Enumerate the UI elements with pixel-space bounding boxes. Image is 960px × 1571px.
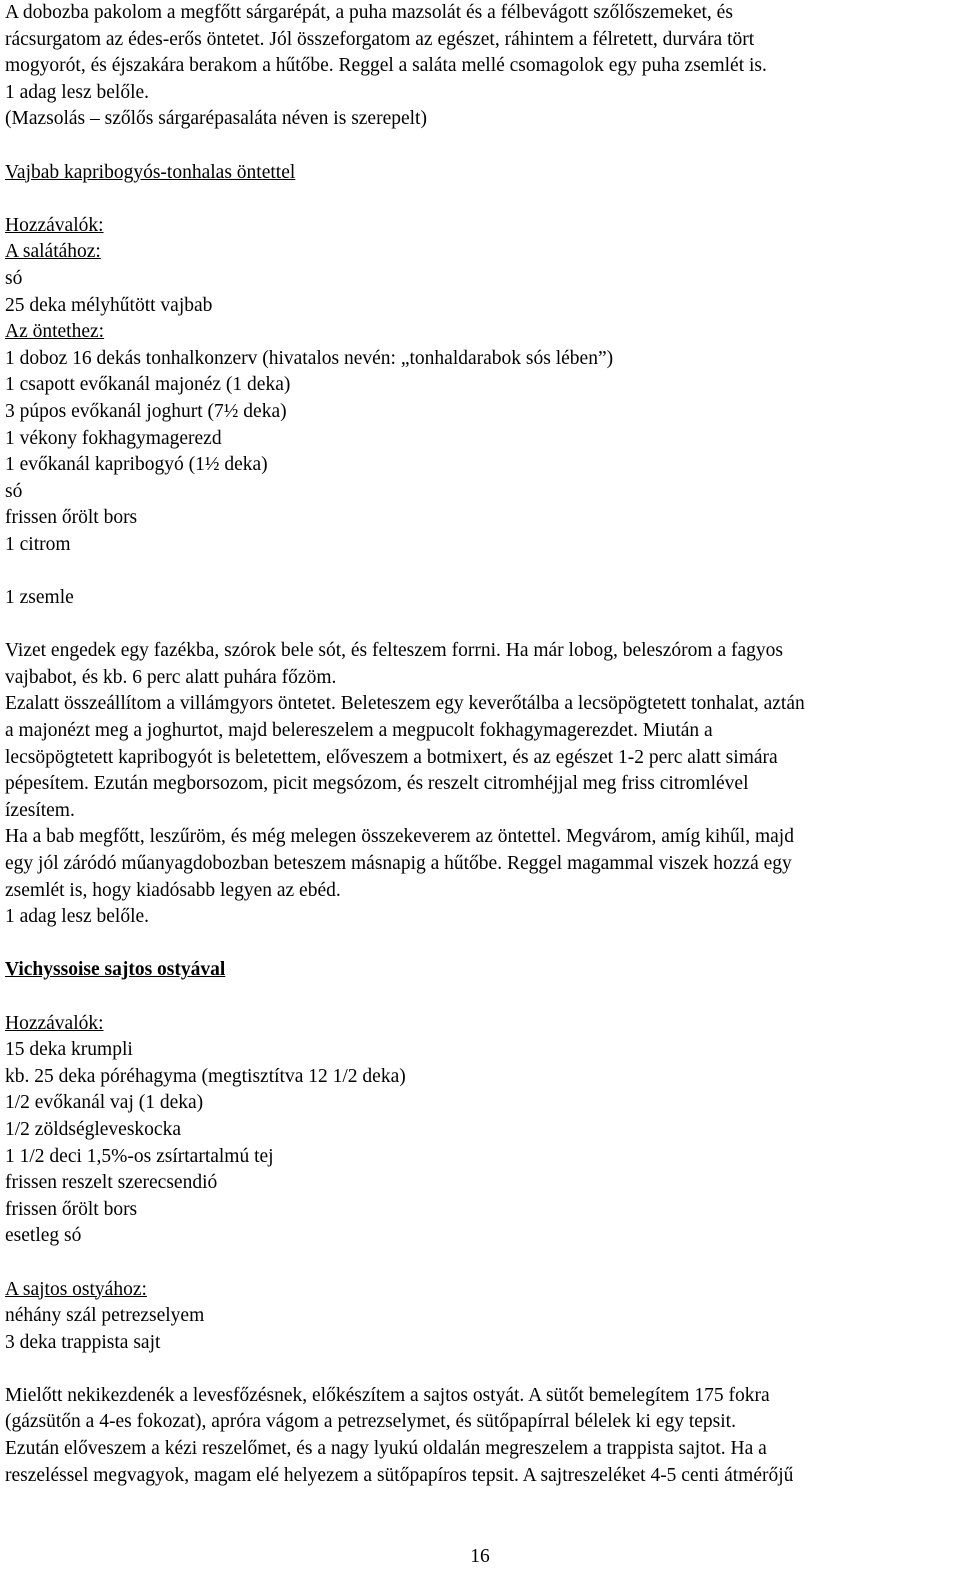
text-line: A dobozba pakolom a megfőtt sárgarépát, a puha mazsolát és a félbevágott szőlőszemeket, és bbox=[5, 2, 733, 23]
ingredient-item: só bbox=[5, 480, 23, 502]
method-line: a majonézt meg a joghurtot, majd belereszelem a megpucolt fokhagymagerezdet. Miután a bbox=[5, 720, 713, 742]
method-line: 1 adag lesz belőle. bbox=[5, 906, 150, 928]
method-line: reszeléssel megvagyok, magam elé helyezem a sütőpapíros tepsit. A sajtreszeléket 4-5 centi átmérőjű bbox=[5, 1464, 794, 1486]
method-line: vajbabot, és kb. 6 perc alatt puhára főzöm. bbox=[5, 666, 337, 688]
method-line: lecsöpögtetett kapribogyót is beletettem, előveszem a botmixert, és az egészet 1-2 perc alatt simára bbox=[5, 746, 778, 768]
method-line: Ha a bab megfőtt, leszűröm, és még melegen összekeverem az öntettel. Megvárom, amíg kihűl, majd bbox=[5, 826, 794, 848]
ingredient-item: 25 deka mélyhűtött vajbab bbox=[5, 294, 213, 316]
method-line: Ezalatt összeállítom a villámgyors öntetet. Beleteszem egy keverőtálba a lecsöpögtetett tonhalat, aztán bbox=[5, 693, 805, 715]
text-line: mogyorót, és éjszakára berakom a hűtőbe. Reggel a saláta mellé csomagolok egy puha zsemlét is. bbox=[5, 55, 767, 77]
dressing-heading: Az öntethez: bbox=[5, 321, 105, 343]
recipe-title: Vajbab kapribogyós-tonhalas öntettel bbox=[5, 161, 296, 183]
method-line: ízesítem. bbox=[5, 799, 75, 821]
serving-text: 1 adag lesz belőle. bbox=[5, 81, 150, 103]
ingredient-item: 15 deka krumpli bbox=[5, 1039, 133, 1061]
text-line: rácsurgatom az édes-erős öntetet. Jól összeforgatom az egészet, ráhintem a félretett, durvára tört bbox=[5, 28, 755, 50]
method-line: pépesítem. Ezután megborsozom, picit megsózom, és reszelt citromhéjjal meg friss citromlével bbox=[5, 773, 749, 795]
ingredient-item: frissen őrölt bors bbox=[5, 507, 138, 529]
method-line: zsemlét is, hogy kiadósabb legyen az ebéd. bbox=[5, 879, 341, 901]
method-line: Ezután előveszem a kézi reszelőmet, és a nagy lyukú oldalán megreszelem a trappista sajtot. Ha a bbox=[5, 1438, 767, 1460]
recipe-1 bbox=[5, 160, 955, 931]
ingredients-heading: Hozzávalók: bbox=[5, 1012, 104, 1034]
intro-paragraph bbox=[5, 0, 955, 133]
ingredient-item: 1 doboz 16 dekás tonhalkonzerv (hivatalos nevén: „tonhaldarabok sós lében”) bbox=[5, 347, 614, 369]
ingredient-item: 1 zsemle bbox=[5, 587, 74, 609]
ingredient-item: kb. 25 deka póréhagyma (megtisztítva 12 1/2 deka) bbox=[5, 1065, 406, 1087]
ingredient-item: 1/2 evőkanál vaj (1 deka) bbox=[5, 1092, 204, 1114]
method-line: egy jól záródó műanyagdobozban beteszem másnapig a hűtőbe. Reggel magammal viszek hozzá egy bbox=[5, 853, 792, 874]
ingredient-item: 1 csapott evőkanál majonéz (1 deka) bbox=[5, 374, 291, 396]
ingredient-item: 1 1/2 deci 1,5%-os zsírtartalmú tej bbox=[5, 1145, 274, 1167]
ingredient-item: 3 púpos evőkanál joghurt (7½ deka) bbox=[5, 400, 287, 422]
method-line: Vizet engedek egy fazékba, szórok bele sót, és felteszem forrni. Ha már lobog, beleszórom a fagyos bbox=[5, 640, 783, 662]
document-page bbox=[5, 0, 955, 1489]
ingredients-heading: Hozzávalók: bbox=[5, 214, 104, 236]
ingredient-item: esetleg só bbox=[5, 1225, 82, 1247]
note-text: (Mazsolás – szőlős sárgarépasaláta néven is szerepelt) bbox=[5, 108, 427, 130]
ingredient-item: néhány szál petrezselyem bbox=[5, 1305, 205, 1327]
page-number: 16 bbox=[470, 1546, 490, 1567]
ingredient-item: 1 citrom bbox=[5, 533, 71, 555]
salad-heading: A salátához: bbox=[5, 241, 101, 263]
method-line: Mielőtt nekikezdenék a levesfőzésnek, előkészítem a sajtos ostyát. A sütőt bemelegítem 175 fokra bbox=[5, 1384, 770, 1406]
ingredient-item: frissen őrölt bors bbox=[5, 1198, 138, 1220]
ingredient-item: 3 deka trappista sajt bbox=[5, 1331, 161, 1353]
wafer-heading: A sajtos ostyához: bbox=[5, 1278, 147, 1300]
ingredient-item: 1/2 zöldségleveskocka bbox=[5, 1118, 181, 1140]
method-line: (gázsütőn a 4-es fokozat), apróra vágom a petrezselymet, és sütőpapírral bélelek ki egy tepsit. bbox=[5, 1411, 736, 1433]
recipe-2 bbox=[5, 957, 955, 1489]
ingredient-item: só bbox=[5, 267, 23, 289]
ingredient-item: frissen reszelt szerecsendió bbox=[5, 1172, 218, 1194]
recipe-title: Vichyssoise sajtos ostyával bbox=[5, 959, 226, 981]
ingredient-item: 1 vékony fokhagymagerezd bbox=[5, 427, 222, 449]
ingredient-item: 1 evőkanál kapribogyó (1½ deka) bbox=[5, 454, 268, 476]
